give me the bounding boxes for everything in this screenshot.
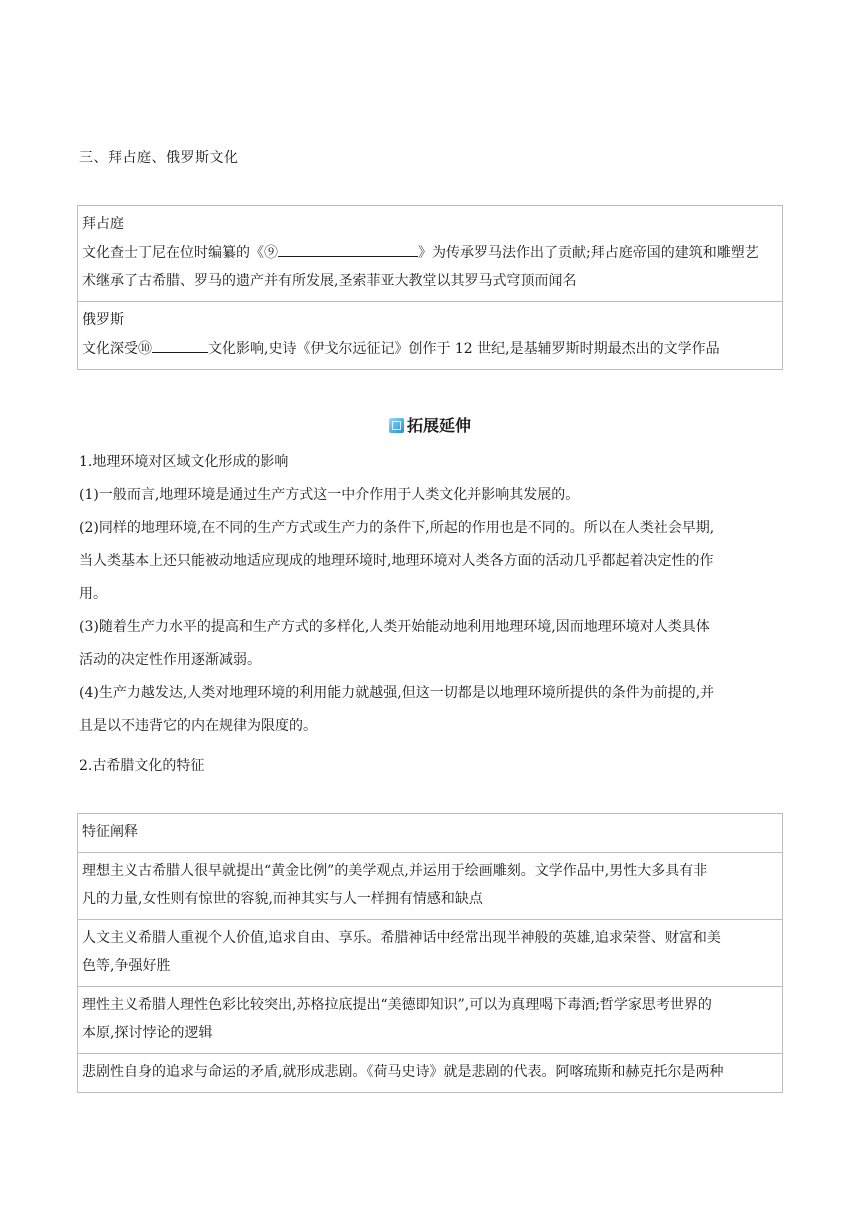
paragraph-2-line-1: (2)同样的地理环境,在不同的生产方式或生产力的条件下,所起的作用也是不同的。所以在人类社会早期, <box>79 520 715 536</box>
table-row <box>78 1054 783 1093</box>
humanism-line-2: 色等,争强好胜 <box>82 958 171 974</box>
russia-text-before-blank: 文化深受⑩ <box>82 341 152 357</box>
russia-line-1 <box>82 334 778 363</box>
table-row <box>78 920 783 987</box>
russia-text-after-blank: 文化影响,史诗《伊戈尔远征记》创作于 12 世纪,是基辅罗斯时期最杰出的文学作品 <box>208 341 720 357</box>
byzantine-text-after-blank: 》为传承罗马法作出了贡献;拜占庭帝国的建筑和雕塑艺 <box>418 245 759 261</box>
item2-heading: 2.古希腊文化的特征 <box>79 758 205 774</box>
section-heading: 三、拜占庭、俄罗斯文化 <box>79 150 239 166</box>
fill-blank-9[interactable] <box>278 238 418 257</box>
russia-cell <box>78 302 783 370</box>
paragraph-3-line-1: (3)随着生产力水平的提高和生产方式的多样化,人类开始能动地利用地理环境,因而地理环境对人类具体 <box>79 619 710 635</box>
paragraph-2-line-2: 当人类基本上还只能被动地适应现成的地理环境时,地理环境对人类各方面的活动几乎都起着决定性的作 <box>79 553 714 569</box>
byzantine-line-2: 术继承了古希腊、罗马的遗产并有所发展,圣索菲亚大教堂以其罗马式穹顶而闻名 <box>82 273 577 289</box>
paragraph-2-line-3: 用。 <box>79 586 107 602</box>
byzantine-title: 拜占庭 <box>82 216 124 232</box>
idealism-line-1: 理想主义古希腊人很早就提出“黄金比例”的美学观点,并运用于绘画雕刻。文学作品中,男性大多具有非 <box>82 863 708 879</box>
russia-title: 俄罗斯 <box>82 312 124 328</box>
item1-heading: 1.地理环境对区域文化形成的影响 <box>79 454 289 470</box>
greek-culture-table <box>77 813 783 1093</box>
tragedy-line-1: 悲剧性自身的追求与命运的矛盾,就形成悲剧。《荷马史诗》就是悲剧的代表。阿喀琉斯和赫克托尔是两种 <box>82 1064 724 1080</box>
cube-icon <box>389 418 404 433</box>
greek-header-cell: 特征阐释 <box>78 814 783 853</box>
byzantine-text-before-blank: 文化查士丁尼在位时编纂的《⑨ <box>82 245 278 261</box>
byzantine-line-1 <box>82 238 778 267</box>
rationalism-line-1: 理性主义希腊人理性色彩比较突出,苏格拉底提出“美德即知识”,可以为真理喝下毒酒;哲学家思考世界的 <box>82 997 712 1013</box>
table-row <box>78 853 783 920</box>
table-row <box>78 987 783 1054</box>
table-row <box>78 206 783 302</box>
table-row <box>78 814 783 853</box>
rationalism-cell <box>78 987 783 1054</box>
extension-title <box>0 413 860 436</box>
tragedy-cell <box>78 1054 783 1093</box>
extension-title-text: 拓展延伸 <box>406 416 471 435</box>
paragraph-3-line-2: 活动的决定性作用逐渐减弱。 <box>79 652 261 668</box>
idealism-cell <box>78 853 783 920</box>
humanism-cell <box>78 920 783 987</box>
paragraph-4-line-2: 且是以不违背它的内在规律为限度的。 <box>79 718 317 734</box>
idealism-line-2: 凡的力量,女性则有惊世的容貌,而神其实与人一样拥有情感和缺点 <box>82 891 483 907</box>
paragraph-1: (1)一般而言,地理环境是通过生产方式这一中介作用于人类文化并影响其发展的。 <box>79 487 580 503</box>
humanism-line-1: 人文主义希腊人重视个人价值,追求自由、享乐。希腊神话中经常出现半神般的英雄,追求荣誉、财富和美 <box>82 930 721 946</box>
table-row <box>78 302 783 370</box>
rationalism-line-2: 本原,探讨悖论的逻辑 <box>82 1025 213 1041</box>
byzantine-russia-table <box>77 205 783 370</box>
fill-blank-10[interactable] <box>152 334 208 353</box>
byzantine-cell <box>78 206 783 302</box>
paragraph-4-line-1: (4)生产力越发达,人类对地理环境的利用能力就越强,但这一切都是以地理环境所提供的条件为前提的,并 <box>79 685 715 701</box>
